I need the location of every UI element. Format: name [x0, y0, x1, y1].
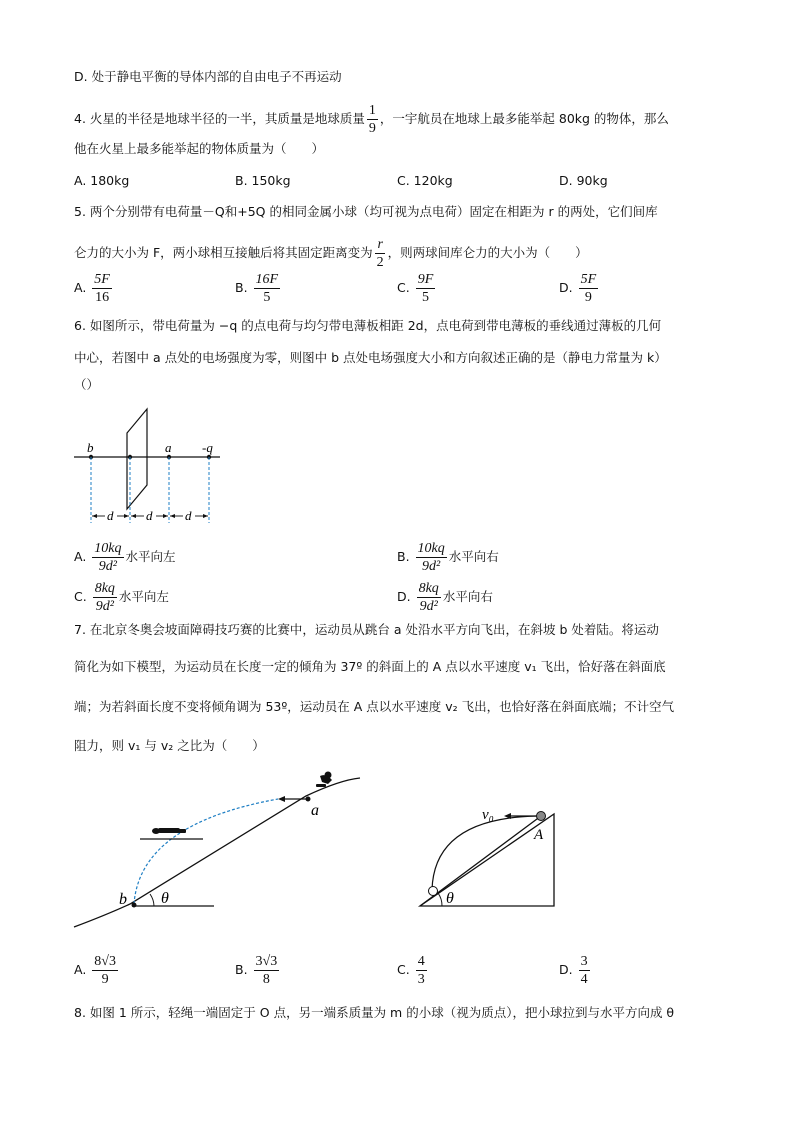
- q5-stem-part1: 仑力的大小为 F，两小球相互接触后将其固定距离变为: [74, 245, 373, 260]
- q5-b-num: 16F: [255, 272, 279, 287]
- q6-d-num: 8kq: [418, 581, 439, 596]
- q6-option-a[interactable]: [74, 540, 176, 575]
- q6-option-d-fraction: [417, 580, 441, 615]
- q7-stem-line4: 阻力，则 v₁ 与 v₂ 之比为（ ）: [74, 738, 265, 753]
- q5-frac-den: 2: [376, 255, 384, 270]
- q4-option-d[interactable]: D. 90kg: [559, 173, 608, 188]
- q7-point-a: [306, 797, 311, 802]
- q5-option-c-label: C.: [397, 280, 410, 295]
- q5-option-d-label: D.: [559, 280, 573, 295]
- q4-stem-part1: 4. 火星的半径是地球半径的一半，其质量是地球质量: [74, 111, 365, 126]
- q7-label-theta1: θ: [161, 890, 169, 907]
- q7-theta-arc: [150, 894, 154, 906]
- q7-option-b-fraction: [254, 953, 280, 988]
- q7-theta-arc-right: [438, 893, 442, 906]
- q6-option-b-label: B.: [397, 549, 410, 564]
- q5-option-d-fraction: [579, 271, 599, 306]
- q6-option-b-text: 水平向右: [448, 549, 499, 564]
- q6-option-d-label: D.: [397, 589, 411, 604]
- q7-arrowhead: [278, 796, 285, 802]
- q8-stem-line1: 8. 如图 1 所示，轻绳一端固定于 O 点，另一端系质量为 m 的小球（视为质点），把小球拉到与水平方向成 θ: [74, 1005, 675, 1020]
- q7-figure-right: [414, 796, 564, 911]
- q5-d-den: 9: [584, 290, 592, 305]
- q5-option-b-fraction: [254, 271, 281, 306]
- q7-option-c[interactable]: [397, 953, 429, 988]
- q7-option-b-label: B.: [235, 962, 248, 977]
- q5-d-num: 5F: [580, 272, 597, 287]
- q6-option-d[interactable]: [397, 580, 493, 615]
- q7-b-den: 8: [262, 972, 270, 987]
- q7-stem-line2: 简化为如下模型，为运动员在长度一定的倾角为 37º 的斜面上的 A 点以水平速度 v₁ 飞出，恰好落在斜面底: [74, 659, 666, 674]
- q4-frac-num: 1: [368, 103, 376, 118]
- q7-option-d[interactable]: [559, 953, 592, 988]
- q7-option-a-fraction: [92, 953, 118, 988]
- q5-option-a-label: A.: [74, 280, 87, 295]
- q6-stem-line1: 6. 如图所示，带电荷量为 −q 的点电荷与均匀带电薄板相距 2d，点电荷到带电薄板的垂线通过薄板的几何: [74, 318, 662, 333]
- q5-b-den: 5: [263, 290, 271, 305]
- q6-a-num: 10kq: [94, 541, 122, 556]
- q5-fraction: [375, 236, 386, 271]
- q6-b-num: 10kq: [417, 541, 445, 556]
- q7-label-v0: v₀: [482, 807, 494, 823]
- q6-option-d-text: 水平向右: [442, 589, 493, 604]
- q6-option-c-text: 水平向左: [118, 589, 169, 604]
- q5-stem-line1: 5. 两个分别带有电荷量－Q和+5Q 的相同金属小球（均可视为点电荷）固定在相距为 r 的两处，它们间库: [74, 204, 658, 219]
- q7-option-d-fraction: [579, 953, 590, 988]
- q6-label-d3: d: [185, 508, 192, 523]
- skier-icon-jumping: [316, 772, 332, 788]
- q5-option-b[interactable]: [235, 271, 282, 306]
- q4-stem-line2: 他在火星上最多能举起的物体质量为（ ）: [74, 141, 325, 156]
- q6-option-a-label: A.: [74, 549, 87, 564]
- q6-c-num: 8kq: [94, 581, 115, 596]
- q7-a-den: 9: [101, 972, 109, 987]
- q4-stem-part2: ，一宇航员在地球上最多能举起 80kg 的物体，那么: [379, 111, 669, 126]
- q6-label-d1: d: [107, 508, 114, 523]
- q7-option-b[interactable]: [235, 953, 281, 988]
- q7-stem-line1: 7. 在北京冬奥会坡面障碍技巧赛的比赛中，运动员从跳台 a 处沿水平方向飞出，在斜坡 b 处着陆。将运动: [74, 622, 659, 637]
- q7-ball-top: [537, 812, 546, 821]
- q7-slope-curve: [74, 778, 360, 927]
- q7-a-num: 8√3: [94, 954, 116, 969]
- q4-option-b[interactable]: B. 150kg: [235, 173, 291, 188]
- q6-a-den: 9d²: [98, 559, 117, 574]
- q5-option-c-fraction: [416, 271, 436, 306]
- q7-option-c-fraction: [416, 953, 427, 988]
- q6-d-den: 9d²: [419, 599, 438, 614]
- q7-point-b: [132, 903, 137, 908]
- q7-c-den: 3: [417, 972, 425, 987]
- q6-option-c-label: C.: [74, 589, 87, 604]
- q7-d-den: 4: [580, 972, 588, 987]
- q6-option-c[interactable]: [74, 580, 169, 615]
- q6-option-c-fraction: [93, 580, 117, 615]
- q7-figure-left: [70, 770, 370, 932]
- q3-option-d: D. 处于静电平衡的导体内部的自由电子不再运动: [74, 69, 342, 84]
- q5-option-a[interactable]: [74, 271, 114, 306]
- q6-label-a: a: [165, 440, 172, 455]
- q7-label-theta2: θ: [446, 890, 454, 907]
- q6-label-b: b: [87, 440, 94, 455]
- q7-stem-line3: 端；为若斜面长度不变将倾角调为 53º，运动员在 A 点以水平速度 v₂ 飞出，也恰好落在斜面底端；不计空气: [74, 699, 675, 714]
- q6-option-a-fraction: [92, 540, 123, 575]
- q7-ball-bottom: [429, 887, 438, 896]
- q5-a-num: 5F: [94, 272, 110, 287]
- q7-label-a: a: [311, 802, 319, 819]
- q4-frac-den: 9: [368, 121, 376, 136]
- q4-fraction: [367, 102, 378, 137]
- q5-option-b-label: B.: [235, 280, 248, 295]
- q4-stem-line1: [74, 102, 669, 137]
- q7-option-a[interactable]: [74, 953, 120, 988]
- q7-option-d-label: D.: [559, 962, 573, 977]
- q5-c-num: 9F: [417, 272, 434, 287]
- q5-c-den: 5: [421, 290, 429, 305]
- q7-c-num: 4: [417, 954, 425, 969]
- q7-label-b: b: [119, 891, 127, 908]
- q7-projectile-arc: [432, 816, 537, 890]
- q6-option-b-fraction: [416, 540, 447, 575]
- q5-stem-part2: ，则两球间库仑力的大小为（ ）: [387, 245, 588, 260]
- q5-frac-num: r: [377, 237, 383, 252]
- q6-label-q: -q: [202, 440, 213, 455]
- q6-option-b[interactable]: [397, 540, 499, 575]
- skier-icon-lying: [152, 828, 186, 834]
- q7-option-a-label: A.: [74, 962, 87, 977]
- q4-option-c[interactable]: C. 120kg: [397, 173, 453, 188]
- q5-stem-line2: [74, 236, 588, 271]
- q6-stem-line3: （）: [74, 377, 100, 392]
- q7-label-A: A: [534, 827, 544, 843]
- q6-stem-line2: 中心，若图中 a 点处的电场强度为零，则图中 b 点处电场强度大小和方向叙述正确的是（静电力常量为 k）: [74, 350, 667, 365]
- q6-label-d2: d: [146, 508, 153, 523]
- q5-option-a-fraction: [92, 271, 112, 306]
- q6-figure: [70, 405, 230, 530]
- q7-b-num: 3√3: [255, 954, 278, 969]
- q6-option-a-text: 水平向左: [125, 549, 176, 564]
- q7-d-num: 3: [580, 954, 588, 969]
- q4-option-a[interactable]: A. 180kg: [74, 173, 130, 188]
- q5-option-d[interactable]: [559, 271, 600, 306]
- q6-b-den: 9d²: [422, 559, 441, 574]
- q5-a-den: 16: [95, 290, 110, 305]
- q7-option-c-label: C.: [397, 962, 410, 977]
- q5-option-c[interactable]: [397, 271, 437, 306]
- q6-c-den: 9d²: [95, 599, 114, 614]
